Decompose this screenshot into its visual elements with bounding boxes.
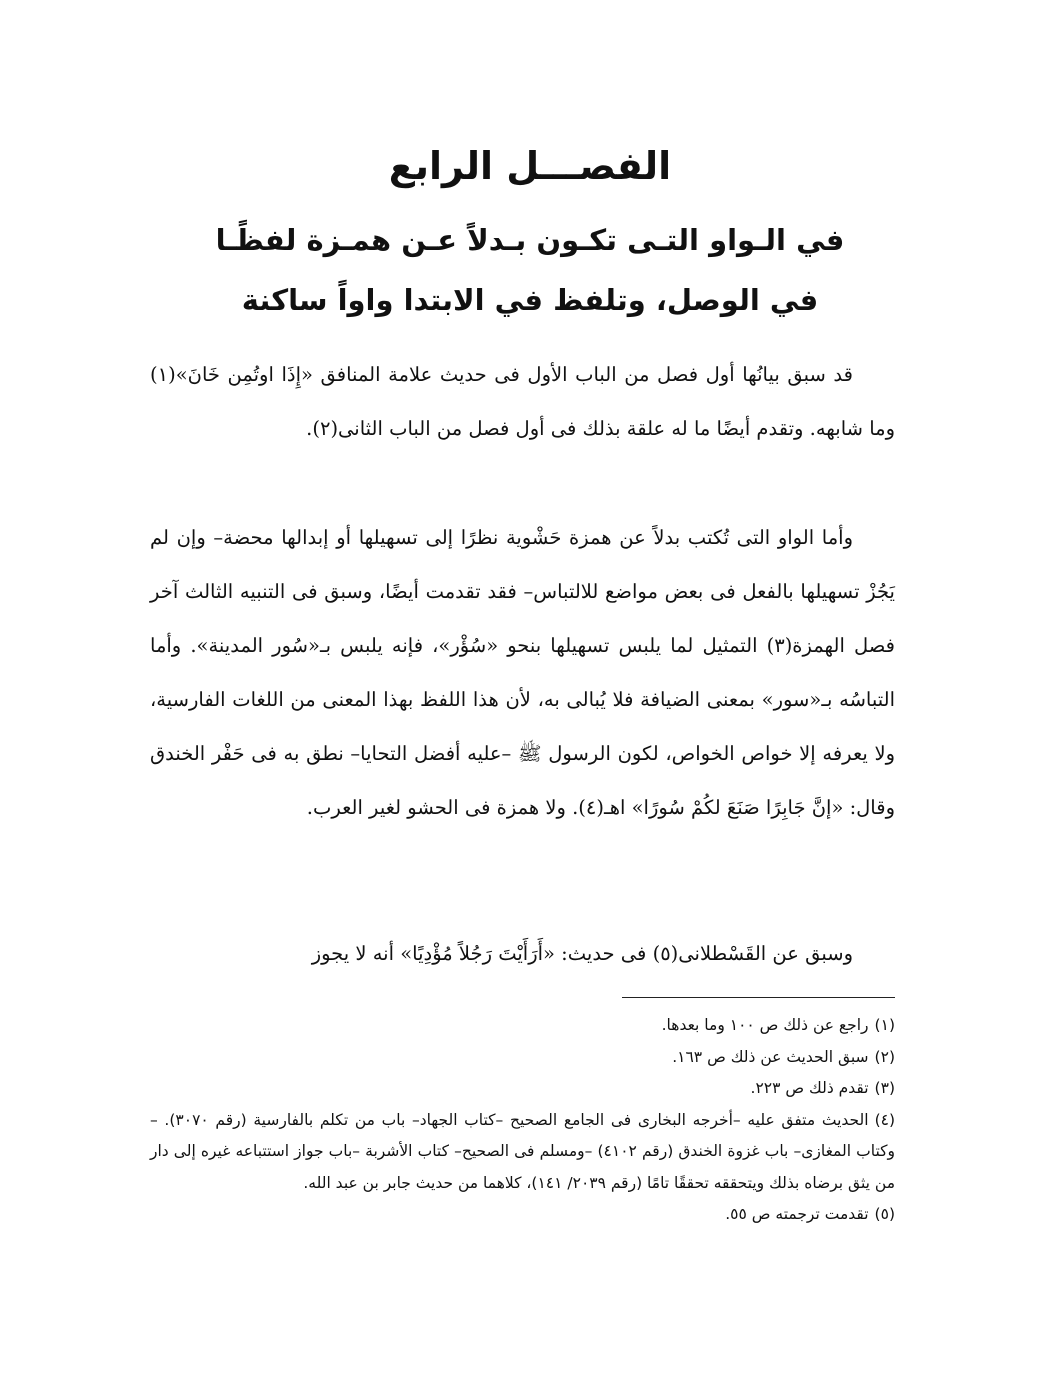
footnote-3 xyxy=(150,1073,895,1105)
footnote-5 xyxy=(150,1199,895,1231)
footnote-text: سبق الحديث عن ذلك ص ١٦٣. xyxy=(672,1047,869,1066)
footnote-text: الحديث متفق عليه –أخرجه البخارى فى الجامع الصحيح –كتاب الجهاد– باب من تكلم بالفارسية (رقم ٣٠٧٠). –وكتاب المغازى– باب غزوة الخندق (رقم ٤١٠٢) –ومسلم فى الصحيح– كتاب الأشربة –باب جواز استتباعه غيره إلى دار من يثق برضاه بذلك ويتحققه تحققًا تامًا (رقم ٢٠٣٩/ ١٤١)، كلاهما من حديث جابر بن عبد الله. xyxy=(150,1110,896,1192)
footnotes xyxy=(150,1010,895,1231)
footnote-number: (٤) xyxy=(874,1110,896,1129)
paragraph-text: وسبق عن القَسْطلانى(٥) فى حديث: «أَرَأَيْتَ رَجُلاً مُؤْدِيًا» أنه لا يجوز xyxy=(311,942,853,965)
paragraph-2 xyxy=(150,511,895,835)
footnote-2 xyxy=(150,1042,895,1074)
footnote-number: (٣) xyxy=(874,1079,895,1097)
chapter-title: الفصـــل الرابع xyxy=(388,144,672,188)
footnote-number: (١) xyxy=(874,1016,895,1034)
footnote-text: تقدم ذلك ص ٢٢٣. xyxy=(750,1079,869,1097)
paragraph-3 xyxy=(150,927,895,981)
footnote-text: تقدمت ترجمته ص ٥٥. xyxy=(725,1205,869,1223)
footnote-number: (٥) xyxy=(874,1205,895,1223)
footnote-divider xyxy=(622,997,895,998)
paragraph-text: وأما الواو التى تُكتب بدلاً عن همزة حَشْوية نظرًا إلى تسهيلها أو إبدالها محضة– وإن لم يَجُزْ تسهيلها بالفعل فى بعض مواضع للالتباس– فقد تقدمت أيضًا، وسبق فى التنبيه الثالث آخر فصل الهمزة(٣) التمثيل لما يلبس تسهيلها بنحو «سُؤْر»، فإنه يلبس بـ«سُور المدينة». وأما التباسُه بـ«سور» بمعنى الضيافة فلا يُبالى به، لأن هذا اللفظ بهذا المعنى من اللغات الفارسية، ولا يعرفه إلا خواص الخواص، لكون الرسول ﷺ –عليه أفضل التحايا– نطق به فى حَفْر الخندق وقال: «إنَّ جَابِرًا صَنَعَ لكُمْ سُورًا» اهـ(٤). ولا همزة فى الحشو لغير العرب. xyxy=(150,526,896,819)
paragraph-1 xyxy=(150,348,895,456)
chapter-subtitle-line-1: في الـواو التـى تكـون بـدلاً عـن همـزة لفظًـا xyxy=(215,223,845,257)
footnote-1 xyxy=(150,1010,895,1042)
paragraph-text: قد سبق بيانُها أول فصل من الباب الأول فى حديث علامة المنافق «إِذَا اوتُمِن خَانَ»(١) وما شابهه. وتقدم أيضًا ما له علقة بذلك فى أول فصل من الباب الثانى(٢). xyxy=(150,363,895,440)
footnote-4 xyxy=(150,1105,895,1200)
chapter-subtitle-line-2: في الوصل، وتلفظ في الابتدا واواً ساكنة xyxy=(241,283,819,317)
footnote-number: (٢) xyxy=(874,1047,895,1066)
footnote-text: راجع عن ذلك ص ١٠٠ وما بعدها. xyxy=(661,1016,869,1034)
